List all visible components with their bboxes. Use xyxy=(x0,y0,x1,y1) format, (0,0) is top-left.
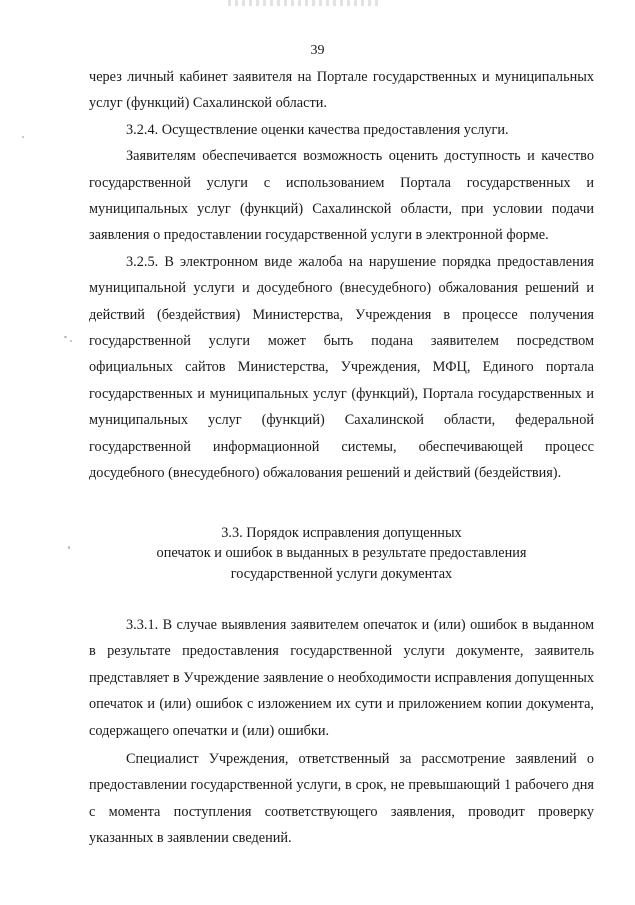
scan-artifact xyxy=(70,340,72,342)
scan-artifact xyxy=(22,136,24,138)
section-heading-line: государственной услуги документах xyxy=(230,565,453,582)
section-heading-3-3 xyxy=(89,523,594,585)
scan-artifact xyxy=(68,546,70,549)
document-body xyxy=(89,64,594,852)
paragraph-quality-assessment: Заявителям обеспечивается возможность оценить доступность и качество государственной услуги с использованием Портала государственных и муниципальных услуг (функций) Сахалинской области, при условии подачи заявления о предоставлении государственной услуги в электронной форме. xyxy=(89,148,594,244)
scan-artifact xyxy=(228,0,378,6)
paragraph-3-2-4: 3.2.4. Осуществление оценки качества предоставления услуги. xyxy=(126,121,509,138)
paragraph-3-2-5: 3.2.5. В электронном виде жалоба на нарушение порядка предоставления муниципальной услуги и досудебного (внесудебного) обжалования решений и действий (бездействия) Министерства, Учреждения в процессе получения государственной услуги может быть подана заявителем посредством официальных сайтов Министерства, Учреждения, МФЦ, Единого портала государственных и муниципальных услуг (функций), Портала государственных и муниципальных услуг (функций) Сахалинской области, федеральной государственной информационной системы, обеспечивающей процесс досудебного (внесудебного) обжалования решений и действий (бездействия). xyxy=(89,253,594,482)
paragraph-specialist: Специалист Учреждения, ответственный за рассмотрение заявлений о предоставлении государственной услуги, в срок, не превышающий 1 рабочего дня с момента поступления соответствующего заявления, проводит проверку указанных в заявлении сведений. xyxy=(89,751,594,847)
section-heading-line: опечаток и ошибок в выданных в результате предоставления xyxy=(156,545,527,561)
section-heading-line: 3.3. Порядок исправления допущенных xyxy=(221,524,462,541)
scan-artifact xyxy=(64,336,67,338)
paragraph-continuation: через личный кабинет заявителя на Портале государственных и муниципальных услуг (функций) Сахалинской области. xyxy=(89,69,594,112)
paragraph-3-3-1: 3.3.1. В случае выявления заявителем опечаток и (или) ошибок в выданном в результате предоставления государственной услуги документе, заявитель представляет в Учреждение заявление о необходимости исправления допущенных опечаток и (или) ошибок с изложением их сути и приложением копии документа, содержащего опечатки и (или) ошибки. xyxy=(89,617,594,739)
page-number: 39 xyxy=(310,43,325,58)
